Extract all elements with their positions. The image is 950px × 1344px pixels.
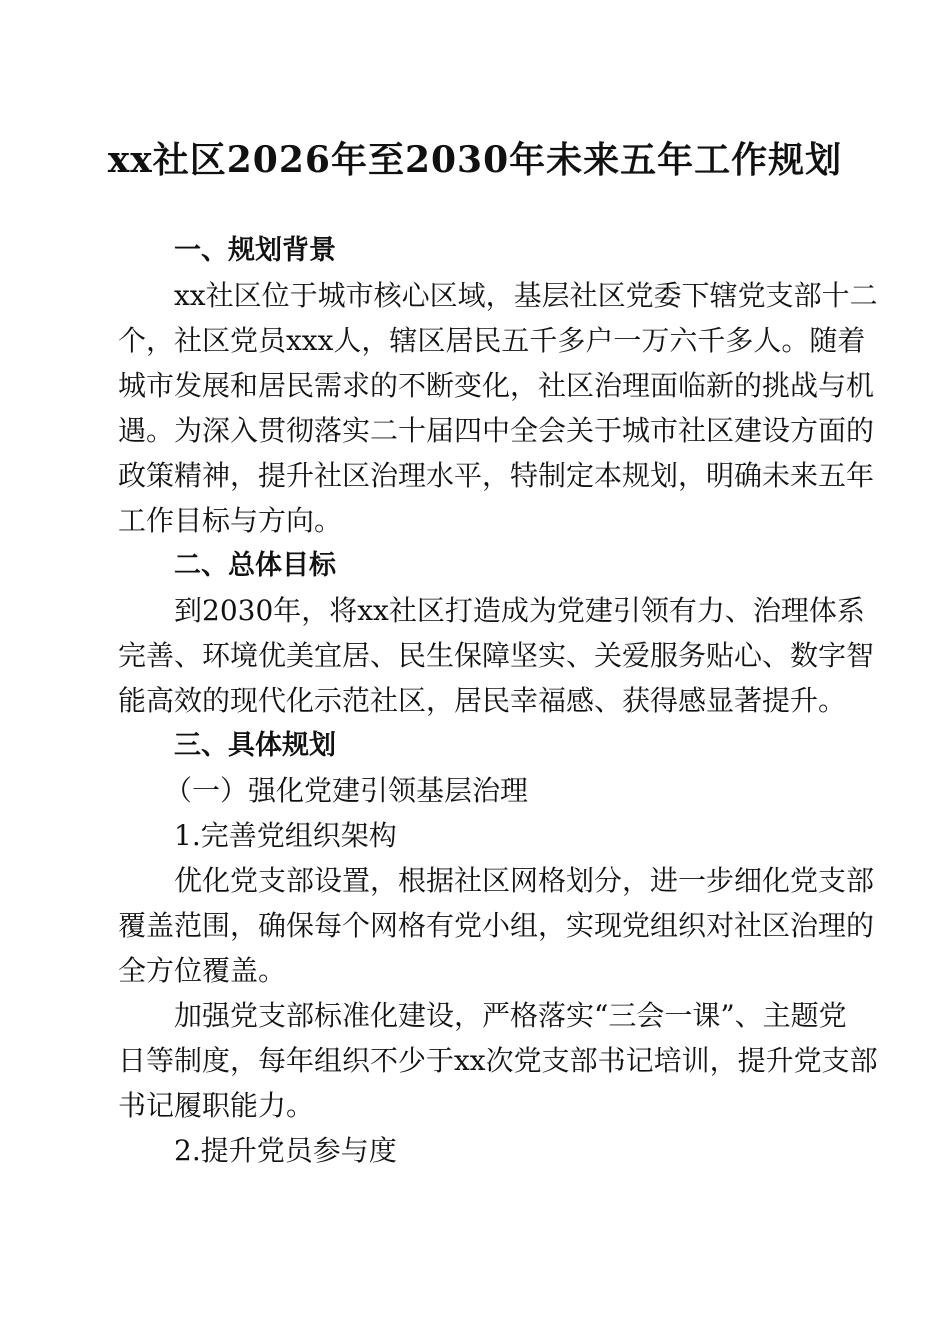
text-line: （一）强化党建引领基层治理 (164, 774, 529, 807)
text-line: 政策精神，提升社区治理水平，特制定本规划，明确未来五年 (118, 459, 875, 492)
text-line: 能高效的现代化示范社区，居民幸福感、获得感显著提升。 (118, 684, 847, 717)
text-line: 一、规划背景 (174, 235, 336, 266)
text-line: 优化党支部设置，根据社区网格划分，进一步细化党支部 (174, 864, 875, 897)
section-heading (118, 228, 822, 273)
text-line: 遇。为深入贯彻落实二十届四中全会关于城市社区建设方面的 (118, 414, 875, 447)
paragraph (118, 273, 878, 543)
text-line: 1.完善党组织架构 (174, 819, 397, 852)
text-line: 完善、环境优美宜居、民生保障坚实、关爱服务贴心、数字智 (118, 639, 875, 672)
text-line: 书记履职能力。 (118, 1089, 315, 1122)
document-body (118, 228, 878, 1173)
text-line: 日等制度，每年组织不少于xx次党支部书记培训，提升党支部 (118, 1044, 878, 1077)
text-line: 覆盖范围，确保每个网格有党小组，实现党组织对社区治理的 (118, 909, 875, 942)
text-line: 加强党支部标准化建设，严格落实“三会一课”、主题党 (174, 999, 847, 1032)
text-line: 到2030年，将xx社区打造成为党建引领有力、治理体系 (174, 594, 865, 627)
paragraph (118, 588, 875, 723)
document-title: xx社区2026年至2030年未来五年工作规划 (107, 139, 843, 181)
text-line: 个，社区党员xxx人，辖区居民五千多户一万六千多人。随着 (118, 324, 866, 357)
numbered-item (118, 813, 822, 858)
section-heading (118, 543, 822, 588)
text-line: 城市发展和居民需求的不断变化，社区治理面临新的挑战与机 (118, 369, 875, 402)
section-heading (118, 723, 822, 768)
text-line: 工作目标与方向。 (118, 504, 343, 537)
text-line: 二、总体目标 (174, 550, 336, 581)
paragraph (118, 993, 878, 1128)
text-line: xx社区位于城市核心区域，基层社区党委下辖党支部十二 (174, 279, 878, 312)
text-line: 全方位覆盖。 (118, 954, 287, 987)
subsection-heading (118, 768, 822, 813)
text-line: 2.提升党员参与度 (174, 1134, 397, 1167)
text-line: 三、具体规划 (174, 730, 336, 761)
numbered-item (118, 1128, 822, 1173)
paragraph (118, 858, 875, 993)
